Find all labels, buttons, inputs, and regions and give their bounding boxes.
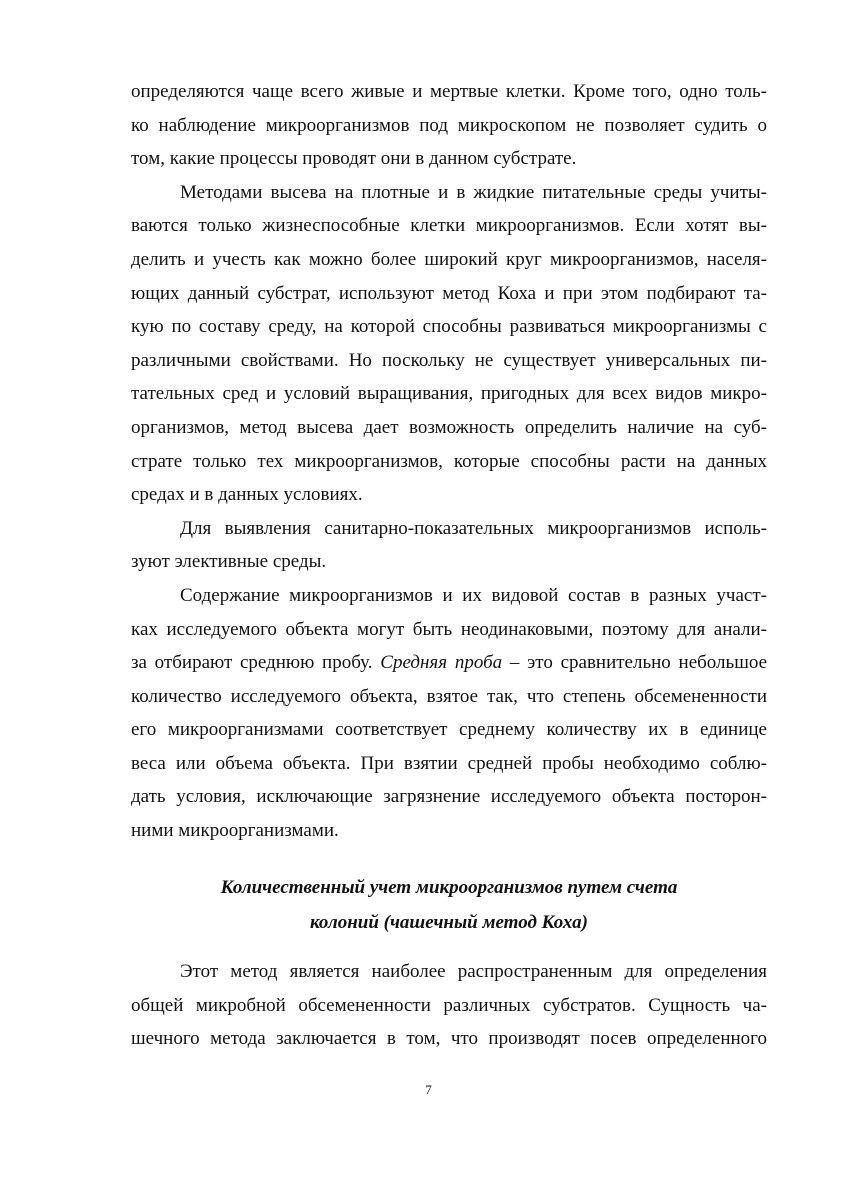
page-number: 7 (425, 1082, 432, 1097)
line-text-before-term: за отбирают среднюю пробу. (131, 652, 381, 674)
paragraph-2-line-7: тательных сред и условий выращивания, пригодных для всех видов микро- (131, 383, 767, 405)
paragraph-2-line-8: организмов, метод высева дает возможность определить наличие на суб- (131, 416, 767, 438)
paragraph-4-line-8: ними микроорганизмами. (131, 820, 339, 842)
section-heading-line-1: Количественный учет микроорганизмов путем счета (220, 877, 678, 898)
paragraph-4-line-7: дать условия, исключающие загрязнение исследуемого объекта посторон- (131, 786, 767, 808)
paragraph-4-line-1: Содержание микроорганизмов и их видовой состав в разных участ- (180, 584, 767, 606)
line-text-after-term: – это сравнительно небольшое (502, 652, 767, 674)
section-heading-line-2: колоний (чашечный метод Коха) (310, 912, 588, 933)
paragraph-3-line-1: Для выявления санитарно-показательных микроорганизмов исполь- (180, 517, 767, 539)
paragraph-1-line-2: ко наблюдение микроорганизмов под микроскопом не позволяет судить о (131, 114, 767, 136)
paragraph-2-line-9: страте только тех микроорганизмов, которые способны расти на данных (131, 450, 767, 472)
paragraph-3-line-2: зуют элективные среды. (131, 551, 327, 573)
paragraph-1-line-1: определяются чаще всего живые и мертвые клетки. Кроме того, одно толь- (131, 81, 767, 102)
body-text-top (131, 75, 767, 848)
paragraph-2-line-4: ющих данный субстрат, используют метод Коха и при этом подбирают та- (131, 282, 767, 304)
paragraph-2-line-1: Методами высева на плотные и в жидкие питательные среды учиты- (180, 181, 767, 203)
paragraph-5-line-2: общей микробной обсемененности различных субстратов. Сущность ча- (131, 994, 767, 1016)
paragraph-5-line-1: Этот метод является наиболее распространенным для определения (180, 961, 767, 982)
paragraph-2-line-3: делить и учесть как можно более широкий круг микроорганизмов, населя- (131, 248, 767, 270)
paragraph-4-line-3 (131, 646, 767, 680)
paragraph-2-line-2: ваются только жизнеспособные клетки микроорганизмов. Если хотят вы- (131, 215, 767, 237)
paragraph-2-line-10: средах и в данных условиях. (131, 484, 363, 506)
paragraph-2-line-6: различными свойствами. Но поскольку не существует универсальных пи- (131, 349, 767, 371)
paragraph-2-line-5: кую по составу среду, на которой способны развиваться микроорганизмы с (131, 316, 767, 338)
paragraph-4-line-4: количество исследуемого объекта, взятое так, что степень обсемененности (131, 685, 767, 707)
body-text-bottom (131, 955, 767, 1056)
paragraph-4-line-2: ках исследуемого объекта могут быть неодинаковыми, поэтому для анали- (131, 618, 767, 640)
italic-term: Средняя проба (380, 652, 503, 674)
paragraph-4-line-5: его микроорганизмами соответствует среднему количеству их в единице (131, 719, 767, 741)
paragraph-1-line-3: том, какие процессы проводят они в данном субстрате. (131, 148, 577, 170)
section-heading (131, 870, 767, 940)
paragraph-4-line-6: веса или объема объекта. При взятии средней пробы необходимо соблю- (131, 752, 767, 774)
paragraph-5-line-3: шечного метода заключается в том, что производят посев определенного (131, 1028, 767, 1050)
